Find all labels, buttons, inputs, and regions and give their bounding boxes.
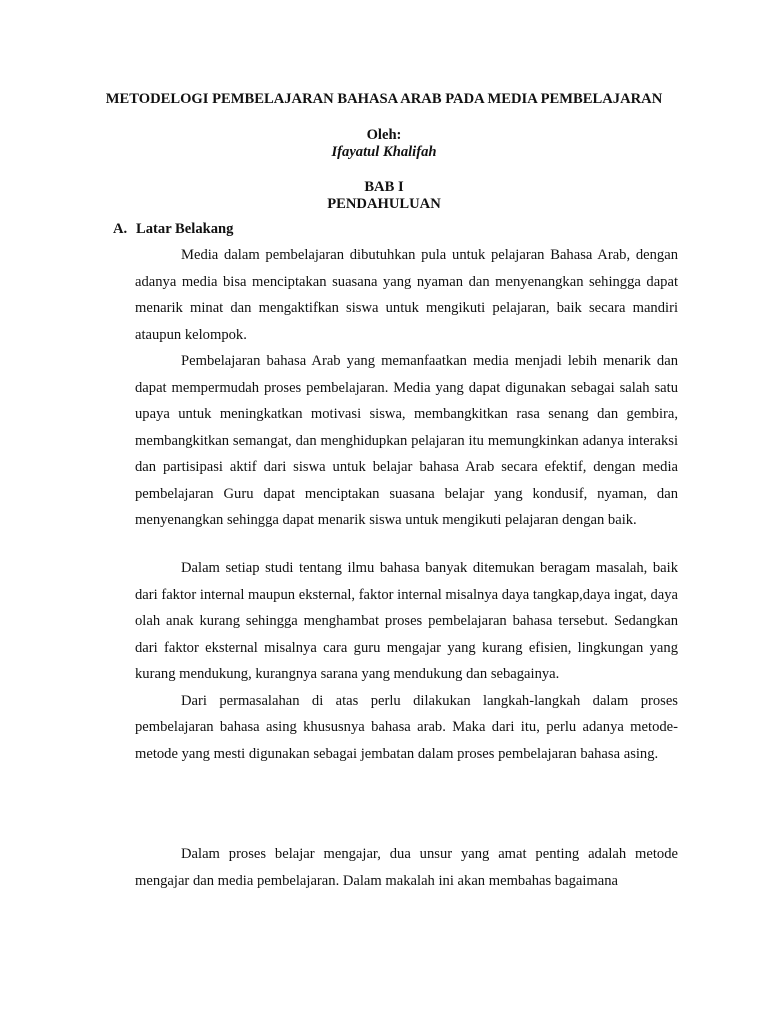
paragraph: Media dalam pembelajaran dibutuhkan pula untuk pelajaran Bahasa Arab, dengan adanya media bisa menciptakan suasana yang nyaman dan menyenangkan sehingga dapat menarik minat dan mengaktifkan siswa untuk mengikuti pelajaran, baik secara mandiri ataupun kelompok.: [135, 247, 678, 343]
by-label: Oleh:: [366, 127, 402, 143]
body-block-1: [135, 242, 678, 534]
document-title: METODELOGI PEMBELAJARAN BAHASA ARAB PADA MEDIA PEMBELAJARAN: [105, 91, 663, 107]
section-title: Latar Belakang: [136, 221, 234, 237]
author-name: Ifayatul Khalifah: [331, 144, 437, 160]
body-block-2: [135, 555, 678, 767]
section-marker: A.: [113, 221, 128, 237]
paragraph: Pembelajaran bahasa Arab yang memanfaatkan media menjadi lebih menarik dan dapat mempermudah proses pembelajaran. Media yang dapat digunakan sebagai salah satu upaya untuk meningkatkan motivasi siswa, membangkitkan rasa senang dan gembira, membangkitkan semangat, dan menghidupkan pelajaran itu memungkinkan adanya interaksi dan partisipasi aktif dari siswa untuk belajar bahasa Arab secara efektif, dengan media pembelajaran Guru dapat menciptakan suasana belajar yang kondusif, nyaman, dan menyenangkan sehingga dapat menarik siswa untuk mengikuti pelajaran dengan baik.: [135, 353, 678, 528]
paragraph: Dalam setiap studi tentang ilmu bahasa banyak ditemukan beragam masalah, baik dari faktor internal maupun eksternal, faktor internal misalnya daya tangkap,daya ingat, daya olah anak kurang sehingga menghambat proses pembelajaran bahasa tersebut. Sedangkan dari faktor eksternal misalnya cara guru mengajar yang kurang efisien, lingkungan yang kurang mendukung, kurangnya sarana yang mendukung dan sebagainya.: [135, 560, 679, 682]
chapter-number: BAB I: [364, 179, 404, 195]
paragraph: Dalam proses belajar mengajar, dua unsur yang amat penting adalah metode mengajar dan media pembelajaran. Dalam makalah ini akan membahas bagaimana: [135, 846, 678, 889]
section-heading: [113, 219, 233, 239]
chapter-title: PENDAHULUAN: [327, 196, 441, 212]
paragraph: Dari permasalahan di atas perlu dilakukan langkah-langkah dalam proses pembelajaran bahasa asing khususnya bahasa arab. Maka dari itu, perlu adanya metode-metode yang mesti digunakan sebagai jembatan dalam proses pembelajaran bahasa asing.: [135, 692, 678, 762]
body-block-3: [135, 841, 678, 894]
